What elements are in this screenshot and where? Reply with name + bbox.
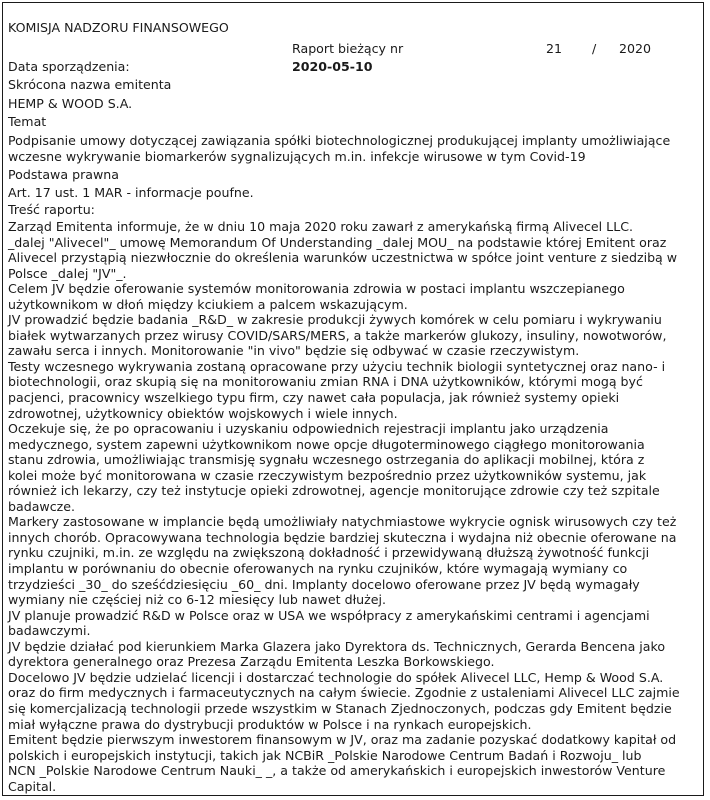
content-line: Capital. (8, 778, 57, 794)
subject-label: Temat (8, 114, 47, 129)
report-separator: / (592, 41, 597, 56)
content-line: JV planuje prowadzić R&D w Polsce oraz w USA we współpracy z amerykańskimi centrami i agencjami (8, 607, 650, 623)
report-type: Raport bieżący nr (292, 41, 404, 56)
legal-basis-label: Podstawa prawna (8, 167, 119, 182)
subject-line: wczesne wykrywanie biomarkerów sygnalizujących m.in. infekcje wirusowe w tym Covid-19 (8, 149, 586, 164)
content-line: JV prowadzić będzie badania _R&D_ w zakresie produkcji żywych komórek w celu pomiaru i wykrywaniu (8, 312, 662, 328)
content-line: Testy wczesnego wykrywania zostaną opracowane przy użyciu technik biologii syntetycznej oraz nano- i (8, 358, 666, 374)
issuer-value: HEMP & WOOD S.A. (8, 96, 133, 111)
content-line: JV będzie działać pod kierunkiem Marka Glazera jako Dyrektora ds. Technicznych, Gerarda Bencena jako (8, 638, 666, 654)
content-paragraph (8, 421, 702, 514)
content-label: Treść raportu: (8, 202, 95, 217)
content-line: trzydzieści _30_ do sześćdziesięciu _60_ dni. Implanty docelowo oferowane przez JV będą wymagały (8, 576, 640, 592)
content-line: również ich lekarzy, czy też instytucje opieki zdrowotnej, agencje monitorujące zdrowie czy też szpitale (8, 483, 660, 499)
content-paragraph (8, 608, 702, 639)
content-line: Zarząd Emitenta informuje, że w dniu 10 maja 2020 roku zawarł z amerykańską firmą Alivecel LLC. (8, 219, 634, 234)
content-line: medycznego, system zapewni użytkownikom nowe opcje długoterminowego ciągłego monitorowania (8, 436, 645, 452)
legal-basis-value: Art. 17 ust. 1 MAR - informacje poufne. (8, 185, 254, 200)
content-paragraph (8, 670, 702, 732)
content-line: dyrektora generalnego oraz Prezesa Zarządu Emitenta Leszka Borkowskiego. (8, 654, 495, 670)
issuer-label: Skrócona nazwa emitenta (8, 77, 172, 92)
content-line: Alivecel przystąpią niezwłocznie do określenia warunków uczestnictwa w spółce joint venture z siedzibą w (8, 250, 678, 266)
content-line: białek wytwarzanych przez wirusy COVID/SARS/MERS, a także markerów glukozy, insuliny, nowotworów, (8, 327, 667, 343)
content-line: oraz do firm medycznych i farmaceutycznych na całym świecie. Zgodnie z ustaleniami Alivecel LLC zajmie (8, 685, 680, 701)
content-paragraph (8, 281, 702, 312)
report-number: 21 (546, 41, 563, 56)
date-label: Data sporządzenia: (8, 59, 130, 74)
authority-name: KOMISJA NADZORU FINANSOWEGO (8, 20, 229, 35)
content-line: badawcze. (8, 498, 76, 514)
content-line: wymiany nie częściej niż co 6-12 miesięcy lub nawet dłużej. (8, 592, 387, 608)
content-line: kolei może być monitorowana w czasie rzeczywistym bezpośrednio przez użytkowników systemu, jak (8, 467, 647, 483)
date-value: 2020-05-10 (292, 59, 373, 74)
content-paragraph (8, 639, 702, 670)
report-content (8, 219, 702, 794)
content-line: Docelowo JV będzie udzielać licencji i dostarczać technologie do spółek Alivecel LLC, Hemp & Wood S.A. (8, 669, 664, 685)
content-paragraph (8, 732, 702, 794)
content-line: Oczekuje się, że po opracowaniu i uzyskaniu odpowiednich rejestracji implantu jako urządzenia (8, 421, 609, 437)
content-line: rynku czujniki, m.in. ze względu na zwiększoną dokładność i przewidywaną dłuższą żywotność funkcji (8, 545, 650, 561)
content-line: polskich i europejskich instytucji, takich jak NCBiR _Polskie Narodowe Centrum Badań i Rozwoju_ lub (8, 747, 642, 763)
content-line: implantu w porównaniu do obecnie oferowanych na rynku czujników, które wymagają wymiany co (8, 561, 628, 577)
content-line: zdrowotnej, użytkownicy obiektów wojskowych i wiele innych. (8, 405, 398, 421)
content-line: innych chorób. Opracowywana technologia będzie bardziej skuteczna i wydajna niż obecnie oferowane na (8, 529, 677, 545)
report-year: 2020 (619, 41, 652, 56)
content-line: pacjenci, pracownicy wszelkiego typu firm, czy nawet cała populacja, jak również systemy opieki (8, 390, 620, 406)
subject-line: Podpisanie umowy dotyczącej zawiązania spółki biotechnologicznej produkującej implanty umożliwiające (8, 133, 671, 148)
content-line: badawczymi. (8, 623, 91, 639)
content-line: Polsce _dalej "JV"_. (8, 265, 127, 281)
content-paragraph (8, 359, 702, 421)
content-paragraph (8, 514, 702, 607)
content-line: Emitent będzie pierwszym inwestorem finansowym w JV, oraz ma zadanie pozyskać dodatkowy kapitał od (8, 732, 677, 748)
content-line: miał wyłączne prawa do dystrybucji produktów w Polsce i na rynkach europejskich. (8, 716, 532, 732)
content-line: biotechnologii, oraz skupią się na monitorowaniu zmian RNA i DNA użytkowników, którymi mogą być (8, 374, 643, 390)
content-paragraph (8, 312, 702, 359)
content-line: Markery zastosowane w implancie będą umożliwiały natychmiastowe wykrycie ognisk wirusowych czy też (8, 514, 677, 530)
content-line: zawału serca i innych. Monitorowanie "in vivo" będzie się odbywać w czasie rzeczywistym. (8, 343, 580, 359)
content-line: się komercjalizacją technologii przede wszystkim w Stanach Zjednoczonych, podczas gdy Emitent będzie (8, 700, 672, 716)
content-line: NCN _Polskie Narodowe Centrum Nauki_ _, a także od amerykańskich i europejskich inwestorów Venture (8, 763, 666, 779)
content-line: stanu zdrowia, umożliwiając transmisję sygnału wczesnego ostrzegania do aplikacji mobilnej, która z (8, 452, 645, 468)
content-line: _dalej "Alivecel"_ umowę Memorandum Of Understanding _dalej MOU_ na podstawie której Emitent oraz (8, 234, 667, 250)
content-line: użytkownikom w dłoń między kciukiem a palcem wskazującym. (8, 296, 408, 312)
content-line: Celem JV będzie oferowanie systemów monitorowania zdrowia w postaci implantu wszczepianego (8, 281, 625, 297)
content-paragraph (8, 219, 702, 281)
report-frame (2, 2, 704, 796)
